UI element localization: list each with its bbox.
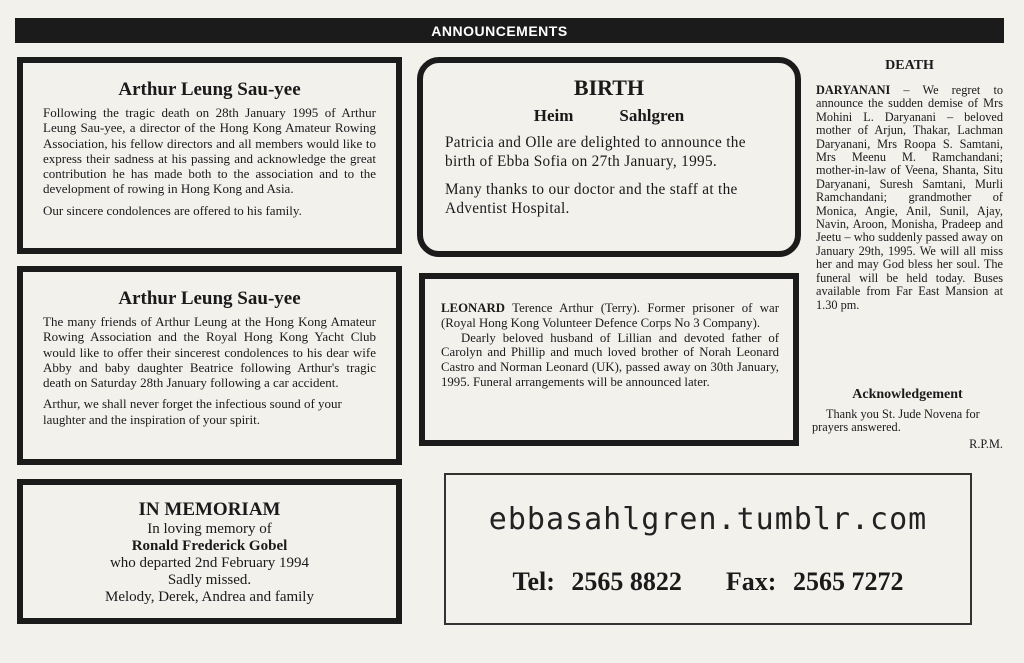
fax bbox=[726, 567, 904, 597]
leonard-intro bbox=[441, 301, 779, 331]
tel-label: Tel: bbox=[512, 567, 555, 596]
birth-title: BIRTH bbox=[573, 75, 645, 100]
memoriam-title: IN MEMORIAM bbox=[138, 499, 281, 520]
acknowledgement-notice bbox=[812, 386, 1003, 451]
leonard-obituary bbox=[419, 273, 799, 446]
fax-label: Fax: bbox=[725, 567, 777, 596]
birth-body: Patricia and Olle are delighted to announce the birth of Ebba Sofia on 27th January, 1995. bbox=[445, 134, 746, 170]
death-name: DARYANANI bbox=[816, 83, 891, 97]
memoriam-line: In loving memory of bbox=[147, 521, 272, 537]
death-body bbox=[816, 84, 1003, 312]
birth-surnames bbox=[445, 105, 773, 127]
acknowledgement-heading: Acknowledgement bbox=[852, 387, 963, 402]
acknowledgement-body: Thank you St. Jude Novena for prayers answered. bbox=[812, 407, 980, 435]
notice-arthur-leung-2 bbox=[17, 266, 402, 465]
birth-notice bbox=[417, 57, 801, 257]
notice-body: Following the tragic death on 28th January 1995 of Arthur Leung Sau-yee, a director of the Hong Kong Amateur Rowing Association, his fellow directors and all members would like to express their sadness at his passing and acknowledge the great contribution he has made both to the association and to the development of rowing in Hong Kong and Asia. bbox=[43, 105, 376, 197]
memoriam-line: Sadly missed. bbox=[167, 572, 252, 588]
memoriam-name: Ronald Frederick Gobel bbox=[131, 538, 288, 554]
section-header bbox=[15, 18, 1004, 43]
telephone bbox=[513, 567, 682, 597]
section-title: ANNOUNCEMENTS bbox=[431, 22, 568, 39]
notice-closing: Arthur, we shall never forget the infectious sound of your laughter and the inspiration of your spirit. bbox=[43, 396, 342, 427]
fax-number: 2565 7272 bbox=[792, 567, 904, 596]
tel-number: 2565 8822 bbox=[571, 567, 682, 596]
memoriam-signed: Melody, Derek, Andrea and family bbox=[105, 589, 314, 605]
memoriam-line: who departed 2nd February 1994 bbox=[109, 555, 310, 571]
notice-title: Arthur Leung Sau-yee bbox=[118, 79, 301, 100]
birth-surname: Sahlgren bbox=[619, 106, 685, 125]
leonard-body: Dearly beloved husband of Lillian and devoted father of Carolyn and Phillip and much loved brother of Norah Leonard Castro and Norman Leonard (UK), passed away on 30th January, 1995. Funeral arrangements will be announced later. bbox=[441, 330, 779, 389]
death-text: We regret to announce the sudden demise of Mrs Mohini L. Daryanani – beloved mother of Arjun, Thakar, Lachman Daryanani, Mrs Roopa S. Samtani, Mrs Meenu M. Ramchandani; mother-in-law of Veena, Shanta, Situ Daryanani, Suresh Samtani, Murli Ramchandani; grandmother of Monica, Angie, Anil, Sunil, Ajay, Navin, Aroon, Monisha, Pradeep and Jeetu – who suddenly passed away on January 29th, 1995. We will all miss her and may God bless her soul. The funeral will be held today. Buses available from Far East Mansion at 1.30 pm. bbox=[816, 83, 1004, 312]
leonard-name: LEONARD bbox=[441, 301, 505, 315]
website-link[interactable]: ebbasahlgren.tumblr.com bbox=[488, 502, 928, 537]
notice-body: The many friends of Arthur Leung at the Hong Kong Amateur Rowing Association and the Royal Hong Kong Yacht Club would like to offer their sincerest condolences to his dear wife Abby and baby daughter Beatrice following Arthur's tragic death on Saturday 28th January following a car accident. bbox=[43, 314, 376, 391]
notice-title: Arthur Leung Sau-yee bbox=[118, 288, 301, 309]
death-notice bbox=[816, 57, 1003, 312]
in-memoriam-notice bbox=[17, 479, 402, 624]
contact-box bbox=[444, 473, 972, 625]
leonard-intro-text: Terence Arthur (Terry). Former prisoner of war (Royal Hong Kong Volunteer Defence Corps No 3 Company). bbox=[441, 301, 779, 330]
birth-thanks: Many thanks to our doctor and the staff at the Adventist Hospital. bbox=[445, 181, 738, 217]
notice-closing: Our sincere condolences are offered to his family. bbox=[43, 202, 302, 218]
acknowledgement-initials: R.P.M. bbox=[969, 436, 1003, 451]
notice-arthur-leung-1 bbox=[17, 57, 402, 254]
contact-numbers bbox=[446, 567, 970, 597]
death-heading: DEATH bbox=[885, 58, 934, 73]
death-dash: – bbox=[890, 83, 923, 97]
birth-surname: Heim bbox=[533, 106, 574, 125]
